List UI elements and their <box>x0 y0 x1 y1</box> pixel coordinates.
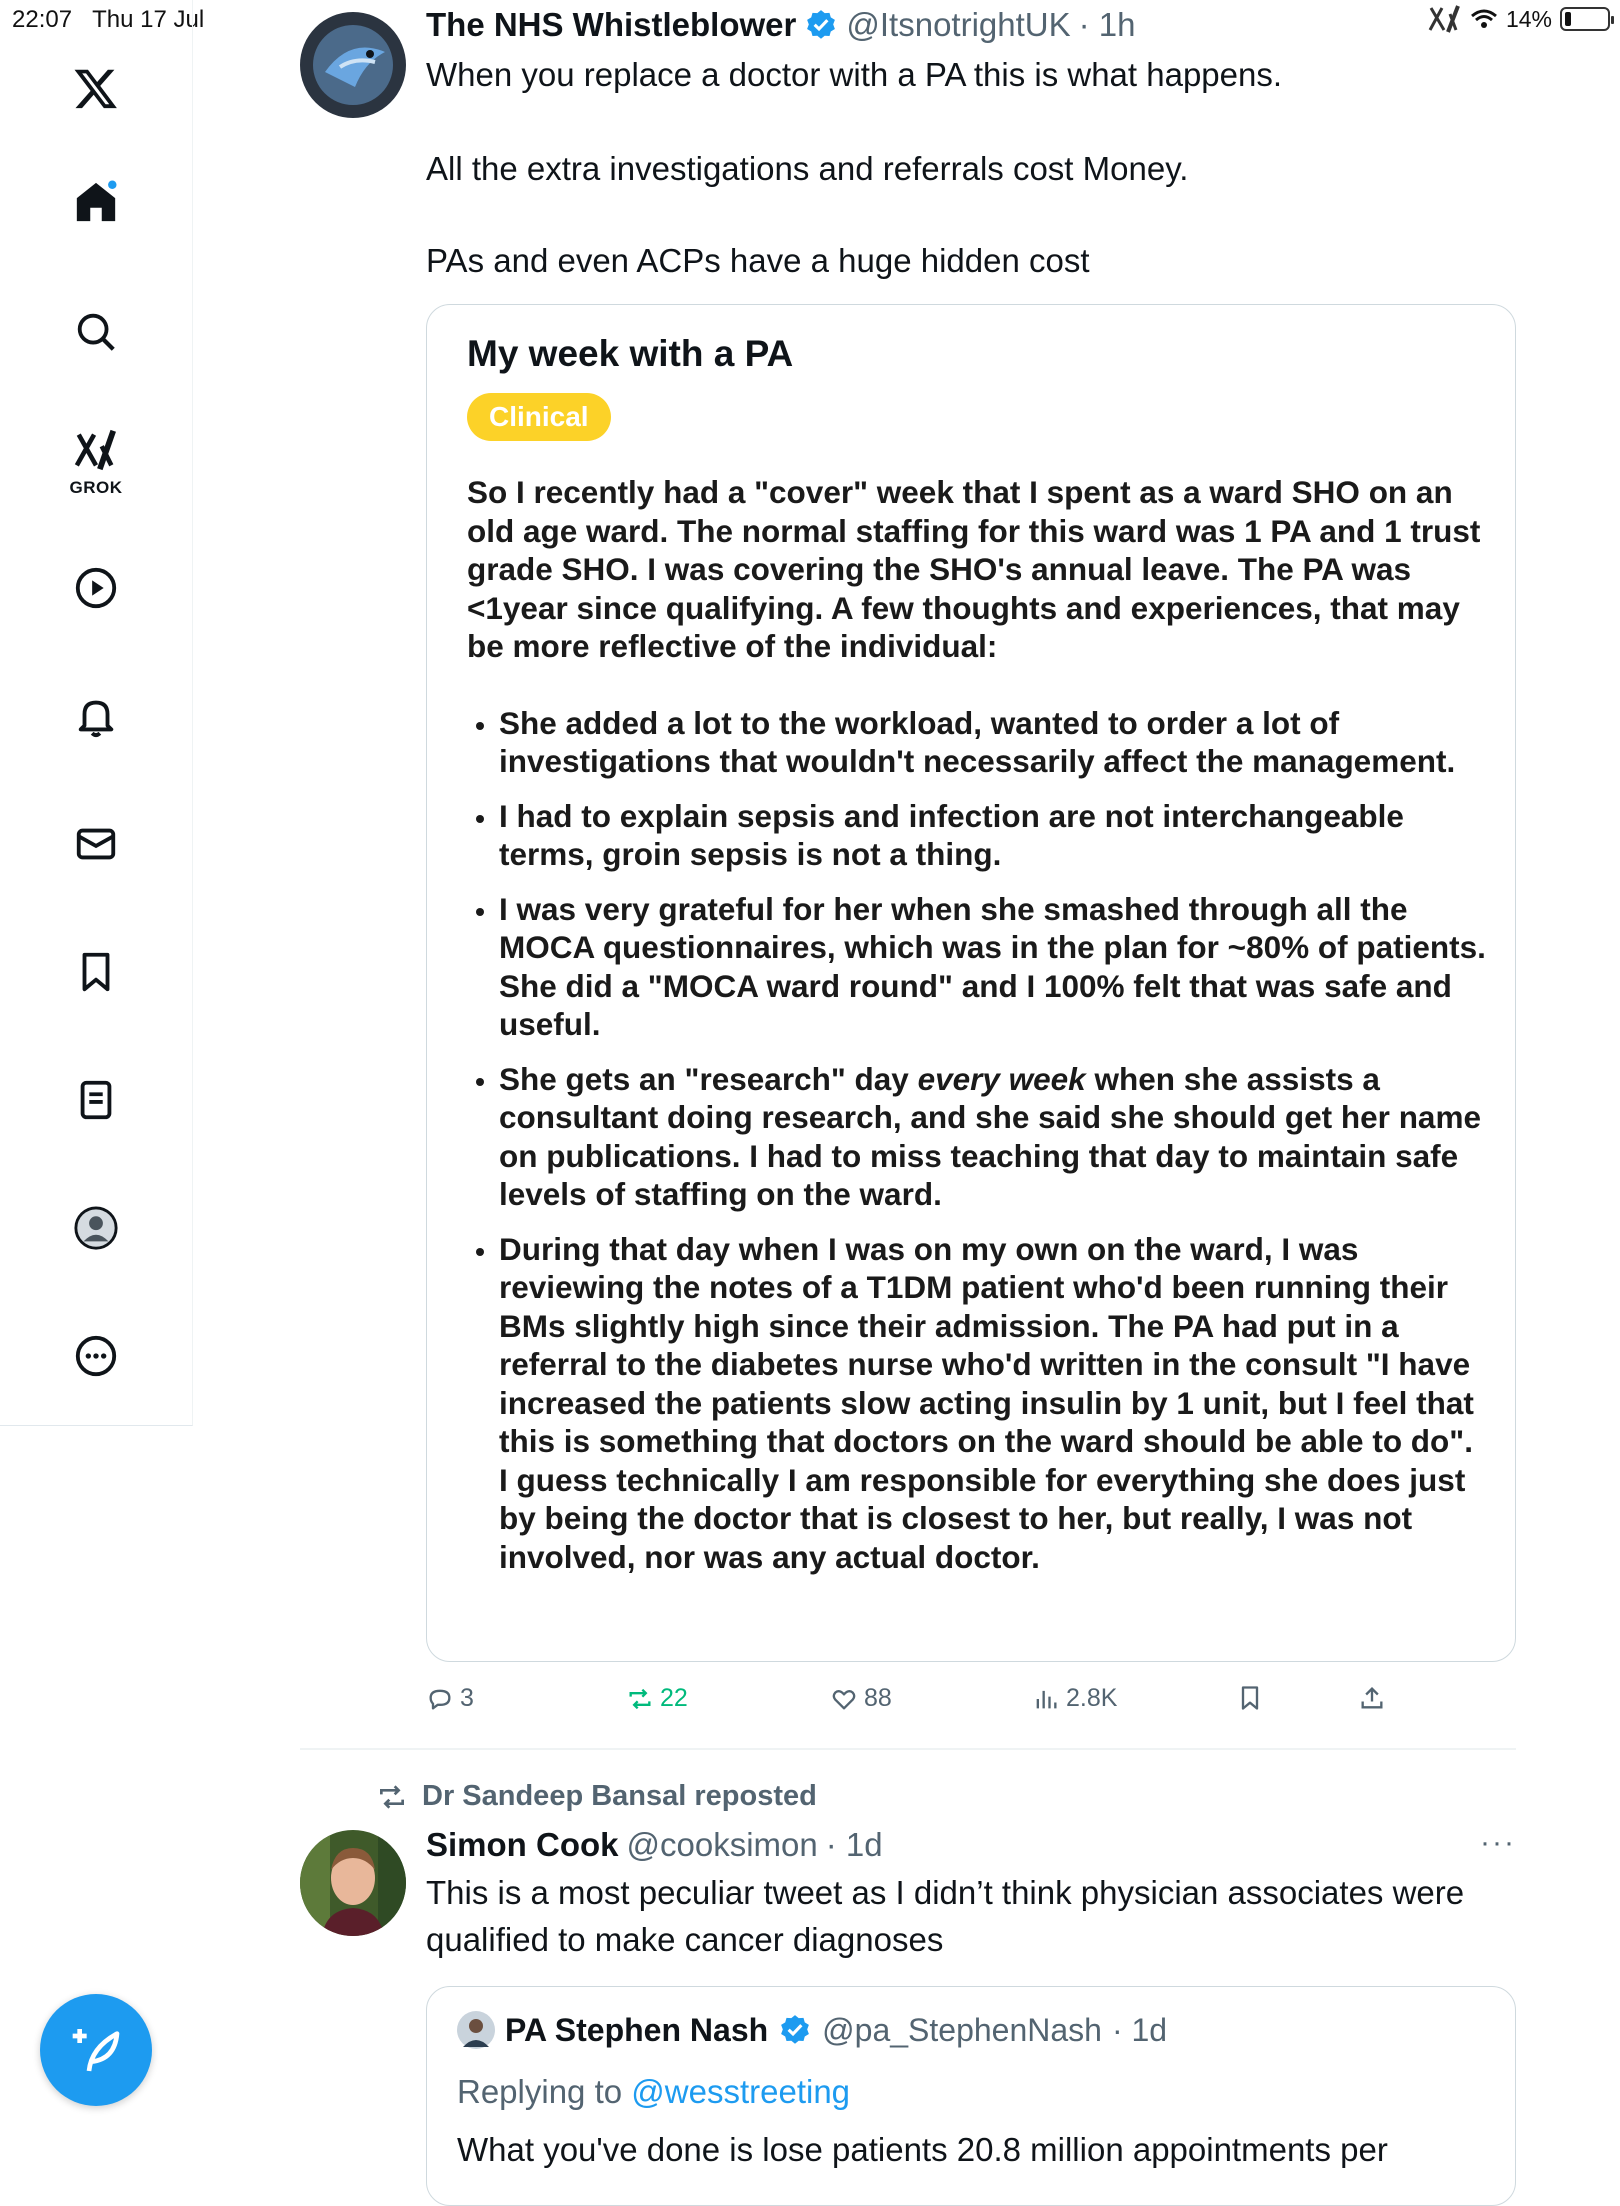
repost-context[interactable] <box>376 1780 817 1813</box>
author-avatar[interactable] <box>300 12 406 118</box>
replying-to-link[interactable]: @wesstreeting <box>631 2073 851 2110</box>
card-bullet-3: • I was very grateful for her when she smashed through all the MOCA questionnaires, which was in the plan for ~80% of patients. She did a "MOCA ward round" and I 100% felt that was safe and useful. <box>499 890 1487 1044</box>
card-bullet-5: • During that day when I was on my own on the ward, I was reviewing the notes of a T1DM patient who'd been running their BMs slightly high since their admission. The PA had put in a referral to the diabetes nurse who'd written in the consult "I have increased the patients slow acting insulin by 1 unit, but I feel that this is something that doctors on the ward should be able to do". I guess technically I am responsible for everything she does just by being the doctor that is closest to her, but really, I was not involved, nor was any actual doctor. <box>499 1230 1487 1577</box>
profile-avatar-icon[interactable] <box>70 1202 122 1254</box>
author-handle[interactable]: @ItsnotrightUK <box>846 6 1071 43</box>
views-chart-icon <box>1032 1685 1060 1713</box>
quoted-replying-to: Replying to @wesstreeting <box>457 2073 851 2110</box>
views-count: 2.8K <box>1066 1684 1118 1712</box>
messages-mail-icon[interactable] <box>70 818 122 870</box>
repost-context-icon <box>376 1781 408 1813</box>
home-icon[interactable] <box>70 176 122 228</box>
card-body <box>467 473 1487 1592</box>
author-name[interactable]: The NHS Whistleblower <box>426 6 797 43</box>
repost-count: 22 <box>660 1684 688 1712</box>
card-bullet-list <box>467 704 1487 1577</box>
like-button[interactable] <box>830 1684 892 1713</box>
quoted-author-handle[interactable]: @pa_StephenNash <box>822 2011 1102 2048</box>
tweet-image-card[interactable] <box>426 304 1516 1662</box>
bookmark-button[interactable] <box>1236 1684 1264 1712</box>
tweet-header <box>426 6 1136 44</box>
status-date: Thu 17 Jul <box>92 6 205 33</box>
bookmarks-icon[interactable] <box>70 946 122 998</box>
tweet-text-line-1: When you replace a doctor with a PA this is what happens. <box>426 56 1283 93</box>
grok-label: GROK <box>69 478 123 497</box>
card-bullet-4: • She gets an "research" day every week when she assists a consultant doing research, and she said she should get her name on publications. I had to miss teaching that day to maintain safe levels of staffing on the ward. <box>499 1060 1487 1214</box>
notifications-bell-icon[interactable] <box>70 690 122 742</box>
battery-percent: 14% <box>1505 5 1552 32</box>
tweet-divider <box>300 1748 1516 1750</box>
views-button[interactable] <box>1032 1684 1117 1713</box>
heart-icon <box>830 1685 858 1713</box>
card-bullet-1: • She added a lot to the workload, wanted to order a lot of investigations that wouldn't necessarily affect the management. <box>499 704 1487 781</box>
card-bullet-4-emphasis: every week <box>917 1060 1086 1097</box>
tweet-text-line-2: All the extra investigations and referrals cost Money. <box>426 150 1189 187</box>
share-icon <box>1358 1684 1386 1712</box>
compose-feather-icon <box>68 2022 124 2078</box>
status-time: 22:07 Thu 17 Jul <box>12 6 205 33</box>
card-bullet-2: • I had to explain sepsis and infection are not interchangeable terms, groin sepsis is not a thing. <box>499 797 1487 874</box>
tweet-text-line-3: PAs and even ACPs have a huge hidden cost <box>426 242 1090 279</box>
card-title: My week with a PA <box>467 333 794 374</box>
quoted-tweet-header <box>457 2011 1167 2049</box>
grok-icon[interactable] <box>70 424 122 476</box>
sidebar-nav <box>0 0 193 1426</box>
lists-icon[interactable] <box>70 1074 122 1126</box>
tweet2-more-options-button[interactable]: ··· <box>1480 1826 1516 1859</box>
card-tag-clinical: Clinical <box>467 393 611 441</box>
grok-status-icon <box>1428 4 1462 34</box>
reply-icon <box>426 1685 454 1713</box>
post-time[interactable]: · 1h <box>1078 6 1136 43</box>
repost-icon <box>626 1685 654 1713</box>
card-intro: So I recently had a "cover" week that I spent as a ward SHO on an old age ward. The normal staffing for this ward was 1 PA and 1 trust grade SHO. I was covering the SHO's annual leave. The PA was <1year since qualifying. A few thoughts and experiences, that may be more reflective of the individual: <box>467 474 1481 664</box>
tweet2-author-name[interactable]: Simon Cook <box>426 1826 619 1863</box>
more-options-icon[interactable] <box>70 1330 122 1382</box>
notification-dot <box>108 181 116 189</box>
tweet2-author-handle[interactable]: @cooksimon <box>626 1826 818 1863</box>
reply-button[interactable] <box>426 1684 474 1713</box>
status-indicators <box>1428 4 1610 34</box>
x-logo-icon[interactable] <box>70 62 122 114</box>
quoted-verified-badge-icon <box>778 2013 812 2047</box>
video-icon[interactable] <box>70 562 122 614</box>
quoted-post-time[interactable]: · 1d <box>1111 2011 1168 2048</box>
quoted-tweet[interactable] <box>426 1986 1516 2206</box>
repost-context-label: Dr Sandeep Bansal reposted <box>422 1780 817 1812</box>
like-count: 88 <box>864 1684 892 1712</box>
battery-icon <box>1560 7 1610 31</box>
repost-button[interactable] <box>626 1684 688 1713</box>
tweet2-post-time[interactable]: · 1d <box>825 1826 883 1863</box>
wifi-icon <box>1470 8 1498 30</box>
bookmark-icon <box>1236 1684 1264 1712</box>
verified-badge-icon <box>804 8 838 42</box>
quoted-tweet-text: What you've done is lose patients 20.8 million appointments per <box>457 2131 1388 2168</box>
quoted-author-avatar[interactable] <box>457 2011 495 2049</box>
compose-post-button[interactable] <box>40 1994 152 2106</box>
tweet2-text-line-2: qualified to make cancer diagnoses <box>426 1921 944 1958</box>
simon-cook-avatar[interactable] <box>300 1830 406 1936</box>
tweet2-header <box>426 1826 883 1864</box>
tweet2-text-line-1: This is a most peculiar tweet as I didn’t think physician associates were <box>426 1874 1465 1911</box>
share-button[interactable] <box>1358 1684 1386 1712</box>
search-icon[interactable] <box>70 306 122 358</box>
reply-count: 3 <box>460 1684 474 1712</box>
quoted-author-name[interactable]: PA Stephen Nash <box>505 2011 769 2048</box>
